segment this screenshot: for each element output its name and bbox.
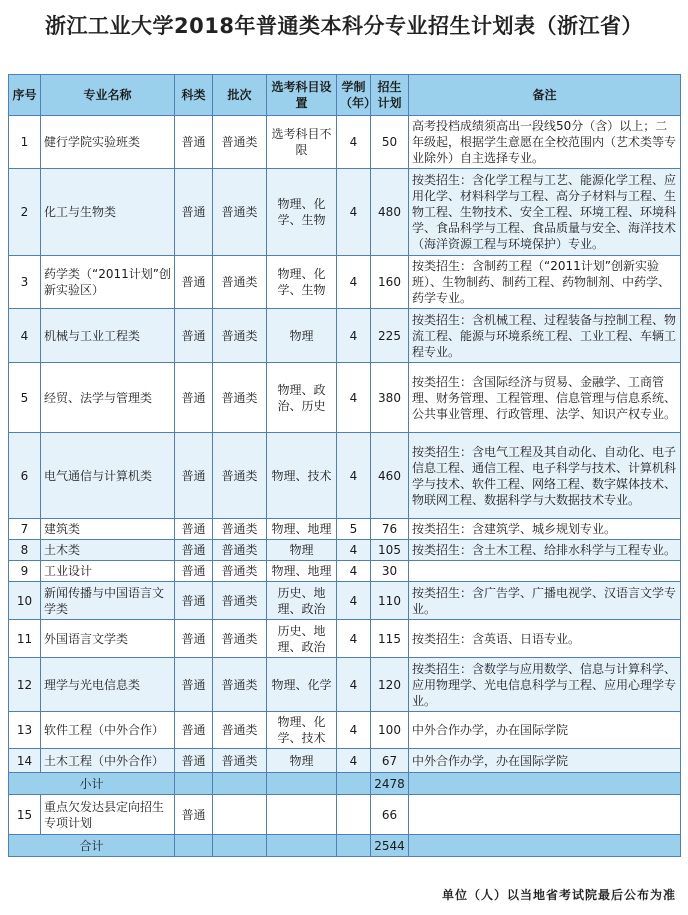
row-major: 工业设计 xyxy=(41,561,175,582)
subtotal-quota: 2478 xyxy=(371,773,409,795)
header-quota: 招生计划 xyxy=(371,75,409,116)
row-batch: 普通类 xyxy=(213,169,267,256)
row-notes: 中外合作办学，办在国际学院 xyxy=(409,712,681,749)
row-quota: 225 xyxy=(371,309,409,363)
table-row xyxy=(9,309,681,363)
row-notes: 按类招生：含英语、日语专业。 xyxy=(409,620,681,658)
row-subjects: 历史、地理、政治 xyxy=(267,620,337,658)
row-category: 普通 xyxy=(175,749,213,773)
row-no: 2 xyxy=(9,169,41,256)
empty-cell xyxy=(267,795,337,835)
row-quota: 30 xyxy=(371,561,409,582)
row-batch: 普通类 xyxy=(213,620,267,658)
table-row xyxy=(9,519,681,540)
empty-cell xyxy=(175,773,213,795)
row-subjects: 物理、技术 xyxy=(267,433,337,519)
row-subjects: 物理、地理 xyxy=(267,519,337,540)
row-years: 4 xyxy=(337,620,371,658)
row-quota: 110 xyxy=(371,582,409,620)
empty-cell xyxy=(409,795,681,835)
row-category: 普通 xyxy=(175,620,213,658)
row-quota: 160 xyxy=(371,256,409,309)
empty-cell xyxy=(267,773,337,795)
row-category: 普通 xyxy=(175,256,213,309)
header-subjects: 选考科目设置 xyxy=(267,75,337,116)
row-years: 4 xyxy=(337,169,371,256)
row-no: 1 xyxy=(9,116,41,169)
row-major: 土木工程（中外合作） xyxy=(41,749,175,773)
empty-cell xyxy=(213,795,267,835)
row-no: 9 xyxy=(9,561,41,582)
row-major: 健行学院实验班类 xyxy=(41,116,175,169)
row-batch: 普通类 xyxy=(213,561,267,582)
row-notes: 按类招生：含数学与应用数学、信息与计算科学、应用物理学、光电信息科学与工程、应用心理学专业。 xyxy=(409,658,681,712)
row-no: 7 xyxy=(9,519,41,540)
row-batch: 普通类 xyxy=(213,433,267,519)
row-no: 5 xyxy=(9,363,41,433)
row-category: 普通 xyxy=(175,433,213,519)
subtotal-row xyxy=(9,773,681,795)
row-years: 4 xyxy=(337,712,371,749)
enrollment-plan-table xyxy=(8,74,681,857)
row-no: 6 xyxy=(9,433,41,519)
row-notes: 按类招生：含机械工程、过程装备与控制工程、物流工程、能源与环境系统工程、工业工程、车辆工程专业。 xyxy=(409,309,681,363)
row-major: 土木类 xyxy=(41,540,175,561)
row-category: 普通 xyxy=(175,795,213,835)
total-quota: 2544 xyxy=(371,835,409,857)
row-subjects: 选考科目不限 xyxy=(267,116,337,169)
row-batch: 普通类 xyxy=(213,309,267,363)
row-quota: 120 xyxy=(371,658,409,712)
table-row xyxy=(9,712,681,749)
row-subjects: 物理、化学、生物 xyxy=(267,256,337,309)
empty-cell xyxy=(337,835,371,857)
row-subjects: 历史、地理、政治 xyxy=(267,582,337,620)
row-batch: 普通类 xyxy=(213,116,267,169)
empty-cell xyxy=(267,835,337,857)
row-quota: 50 xyxy=(371,116,409,169)
header-years: 学制（年） xyxy=(337,75,371,116)
row-major: 软件工程（中外合作） xyxy=(41,712,175,749)
row-notes: 按类招生：含土木工程、给排水科学与工程专业。 xyxy=(409,540,681,561)
row-major: 外国语言文学类 xyxy=(41,620,175,658)
table-header-row xyxy=(9,75,681,116)
row-major: 经贸、法学与管理类 xyxy=(41,363,175,433)
empty-cell xyxy=(213,835,267,857)
row-quota: 67 xyxy=(371,749,409,773)
row-subjects: 物理、化学 xyxy=(267,658,337,712)
row-years: 4 xyxy=(337,116,371,169)
row-batch: 普通类 xyxy=(213,582,267,620)
row-batch: 普通类 xyxy=(213,658,267,712)
row-major: 理学与光电信息类 xyxy=(41,658,175,712)
empty-cell xyxy=(175,835,213,857)
table-row xyxy=(9,363,681,433)
row-no: 15 xyxy=(9,795,41,835)
row-category: 普通 xyxy=(175,519,213,540)
row-batch: 普通类 xyxy=(213,363,267,433)
row-years: 4 xyxy=(337,658,371,712)
row-no: 11 xyxy=(9,620,41,658)
row-category: 普通 xyxy=(175,582,213,620)
table-row xyxy=(9,169,681,256)
total-label: 合计 xyxy=(9,835,175,857)
row-quota: 460 xyxy=(371,433,409,519)
total-row xyxy=(9,835,681,857)
row-notes xyxy=(409,561,681,582)
row-category: 普通 xyxy=(175,169,213,256)
row-category: 普通 xyxy=(175,540,213,561)
empty-cell xyxy=(337,773,371,795)
table-row xyxy=(9,433,681,519)
row-quota: 76 xyxy=(371,519,409,540)
row-major: 化工与生物类 xyxy=(41,169,175,256)
row-years: 4 xyxy=(337,582,371,620)
table-row xyxy=(9,620,681,658)
row-years: 5 xyxy=(337,519,371,540)
row-subjects: 物理 xyxy=(267,540,337,561)
row-subjects: 物理、化学、生物 xyxy=(267,169,337,256)
table-row xyxy=(9,749,681,773)
row-batch: 普通类 xyxy=(213,519,267,540)
row-category: 普通 xyxy=(175,363,213,433)
special-plan-row xyxy=(9,795,681,835)
row-years: 4 xyxy=(337,433,371,519)
row-major: 新闻传播与中国语言文学类 xyxy=(41,582,175,620)
row-subjects: 物理、地理 xyxy=(267,561,337,582)
table-row xyxy=(9,561,681,582)
empty-cell xyxy=(409,773,681,795)
subtotal-label: 小计 xyxy=(9,773,175,795)
row-notes: 中外合作办学，办在国际学院 xyxy=(409,749,681,773)
row-years: 4 xyxy=(337,749,371,773)
row-category: 普通 xyxy=(175,309,213,363)
row-notes: 按类招生：含建筑学、城乡规划专业。 xyxy=(409,519,681,540)
row-years: 4 xyxy=(337,561,371,582)
row-subjects: 物理、化学、技术 xyxy=(267,712,337,749)
row-quota: 380 xyxy=(371,363,409,433)
row-notes: 按类招生：含国际经济与贸易、金融学、工商管理、财务管理、工程管理、信息管理与信息系统、公共事业管理、行政管理、法学、知识产权专业。 xyxy=(409,363,681,433)
row-major: 机械与工业工程类 xyxy=(41,309,175,363)
row-batch: 普通类 xyxy=(213,256,267,309)
row-years: 4 xyxy=(337,309,371,363)
row-subjects: 物理 xyxy=(267,749,337,773)
header-category: 科类 xyxy=(175,75,213,116)
row-batch: 普通类 xyxy=(213,540,267,561)
row-category: 普通 xyxy=(175,658,213,712)
row-quota: 115 xyxy=(371,620,409,658)
row-major: 建筑类 xyxy=(41,519,175,540)
row-category: 普通 xyxy=(175,561,213,582)
row-years: 4 xyxy=(337,363,371,433)
empty-cell xyxy=(337,795,371,835)
row-no: 10 xyxy=(9,582,41,620)
table-row xyxy=(9,582,681,620)
header-batch: 批次 xyxy=(213,75,267,116)
row-no: 13 xyxy=(9,712,41,749)
row-notes: 高考投档成绩须高出一段线50分（含）以上；二年级起，根据学生意愿在全校范围内（艺术类等专业除外）自主选择专业。 xyxy=(409,116,681,169)
table-row xyxy=(9,256,681,309)
row-major: 药学类（“2011计划”创新实验区） xyxy=(41,256,175,309)
row-major: 重点欠发达县定向招生专项计划 xyxy=(41,795,175,835)
row-years: 4 xyxy=(337,256,371,309)
row-no: 3 xyxy=(9,256,41,309)
row-notes: 按类招生：含化学工程与工艺、能源化学工程、应用化学、材料科学与工程、高分子材料与工程、生物工程、生物技术、安全工程、环境工程、环境科学、食品科学与工程、食品质量与安全、海洋技术（海洋资源工程与环境保护）专业。 xyxy=(409,169,681,256)
row-notes: 按类招生：含制药工程（“2011计划”创新实验班）、生物制药、制药工程、药物制剂、中药学、药学专业。 xyxy=(409,256,681,309)
row-major: 电气通信与计算机类 xyxy=(41,433,175,519)
unit-footnote: 单位（人）以当地省考试院最后公布为准 xyxy=(441,888,676,902)
header-notes: 备注 xyxy=(409,75,681,116)
row-category: 普通 xyxy=(175,712,213,749)
row-batch: 普通类 xyxy=(213,749,267,773)
row-category: 普通 xyxy=(175,116,213,169)
header-no: 序号 xyxy=(9,75,41,116)
table-row xyxy=(9,116,681,169)
row-no: 14 xyxy=(9,749,41,773)
table-row xyxy=(9,658,681,712)
row-subjects: 物理 xyxy=(267,309,337,363)
row-no: 8 xyxy=(9,540,41,561)
empty-cell xyxy=(213,773,267,795)
row-notes: 按类招生：含广告学、广播电视学、汉语言文学专业。 xyxy=(409,582,681,620)
row-quota: 105 xyxy=(371,540,409,561)
empty-cell xyxy=(409,835,681,857)
row-no: 4 xyxy=(9,309,41,363)
row-subjects: 物理、政治、历史 xyxy=(267,363,337,433)
page-title: 浙江工业大学2018年普通类本科分专业招生计划表（浙江省） xyxy=(45,14,643,38)
row-batch: 普通类 xyxy=(213,712,267,749)
row-quota: 100 xyxy=(371,712,409,749)
row-quota: 480 xyxy=(371,169,409,256)
row-notes: 按类招生：含电气工程及其自动化、自动化、电子信息工程、通信工程、电子科学与技术、计算机科学与技术、软件工程、网络工程、数字媒体技术、物联网工程、数据科学与大数据技术专业。 xyxy=(409,433,681,519)
row-quota: 66 xyxy=(371,795,409,835)
row-no: 12 xyxy=(9,658,41,712)
row-years: 4 xyxy=(337,540,371,561)
table-row xyxy=(9,540,681,561)
header-major: 专业名称 xyxy=(41,75,175,116)
